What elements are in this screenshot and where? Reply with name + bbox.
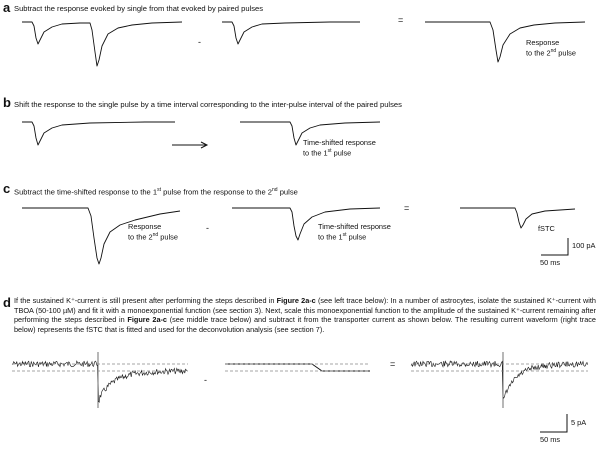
- scale-label-d-x: 50 ms: [540, 435, 561, 444]
- operator-minus-d: -: [204, 375, 207, 385]
- label-c-fstc: fSTC: [538, 224, 555, 233]
- scale-bar-c: [541, 238, 568, 255]
- step-text-c: Subtract the time-shifted response to the 1st pulse from the response to the 2nd pulse: [14, 187, 298, 197]
- scale-label-c-x: 50 ms: [540, 258, 561, 267]
- operator-minus-a: -: [198, 37, 201, 47]
- panel-letter-b: b: [3, 95, 11, 110]
- operator-minus-c: -: [206, 223, 209, 233]
- step-text-a: Subtract the response evoked by single from that evoked by paired pulses: [14, 4, 264, 13]
- scale-label-c-y: 100 pA: [572, 241, 596, 250]
- trace-d-right: [411, 352, 588, 408]
- label-c-left: Response to the 2nd pulse: [128, 222, 178, 242]
- label-a-result: Response to the 2nd pulse: [526, 38, 576, 58]
- label-c-mid: Time-shifted response to the 1st pulse: [318, 222, 391, 242]
- trace-d-left: [12, 352, 187, 408]
- label-b-shifted: Time-shifted response to the 1st pulse: [303, 138, 376, 158]
- trace-d-mid: [225, 364, 370, 371]
- operator-equals-d: =: [390, 359, 396, 369]
- trace-c-fstc: [460, 208, 575, 228]
- panel-letter-c: c: [3, 181, 11, 196]
- trace-a-paired: [22, 22, 182, 66]
- panel-letter-d: d: [3, 295, 11, 310]
- operator-equals-c: =: [404, 203, 410, 213]
- trace-b-single: [22, 122, 175, 145]
- panel-letter-a: a: [3, 0, 11, 15]
- scale-label-d-y: 5 pA: [571, 418, 587, 427]
- step-text-b: Shift the response to the single pulse by a time interval corresponding to the inter-pulse interval of the paired pulses: [14, 100, 402, 109]
- step-text-d: If the sustained K⁺-current is still present after performing the steps described in Figure 2a-c (see left trace below): In a number of astrocytes, isolate the sustained K⁺-current with TBOA (50-100 µM) and fit it with a monoexponential function (see section 3). Next, scale this monoexponential function to the amplitude of the sustained K⁺-current remaining after performing the steps described in Figure 2a-c (see middle trace below) and subtract it from the transporter current as shown below. The resulting current waveform (right trace below) represents the fSTC that is fitted and used for the deconvolution analysis (see section 7).: [14, 296, 596, 334]
- trace-a-single: [222, 22, 360, 44]
- scale-bar-d: [540, 414, 567, 432]
- operator-equals-a: =: [398, 15, 404, 25]
